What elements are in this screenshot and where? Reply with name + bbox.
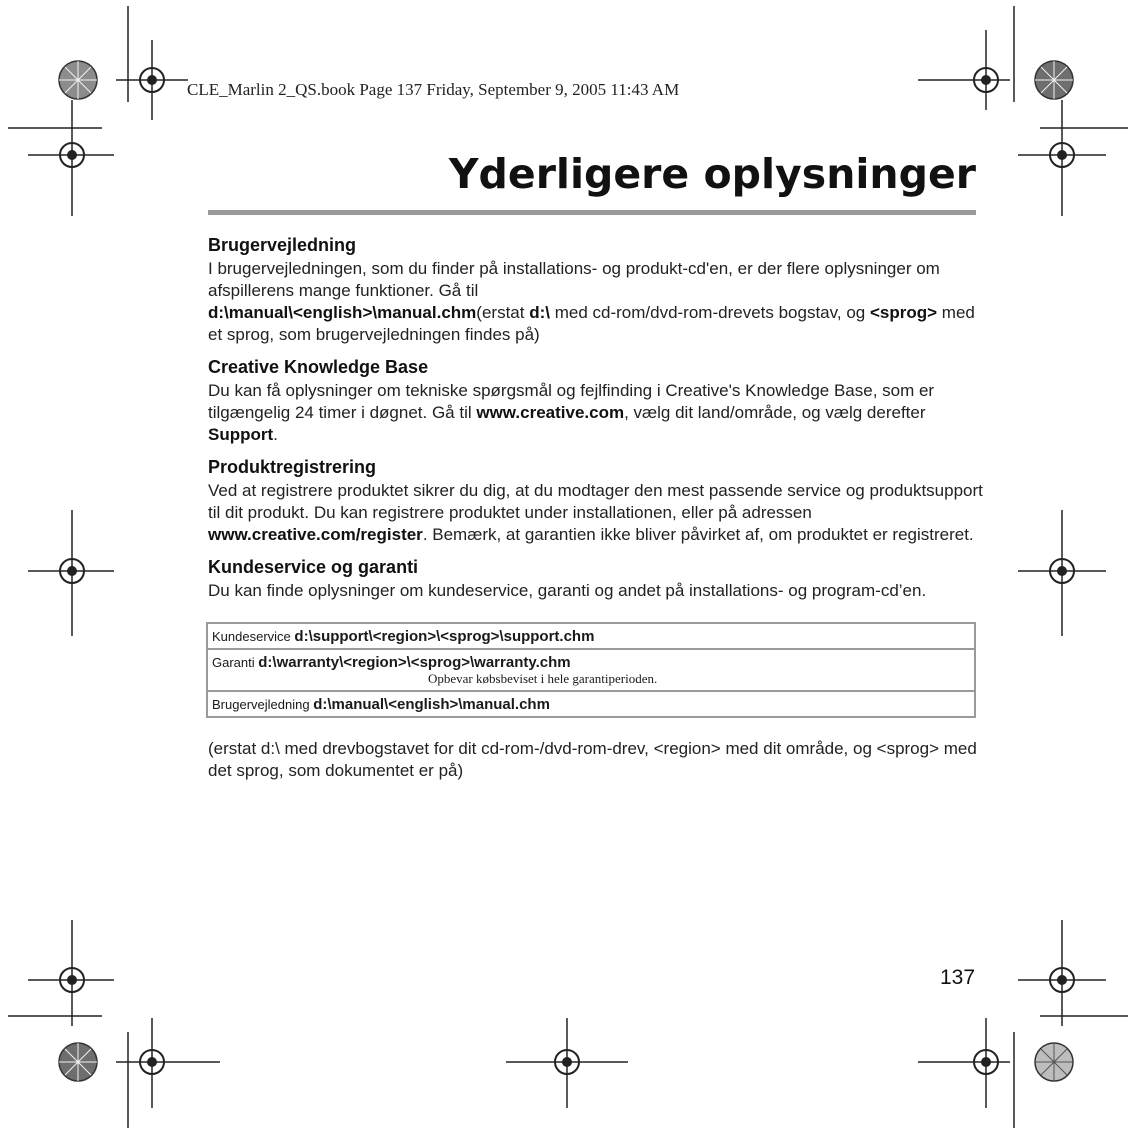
- text-run: I brugervejledningen, som du finder på installations- og produkt-cd'en, er der flere oplysninger om afspillerens mange funktioner. Gå til: [208, 259, 940, 300]
- row-label: Brugervejledning: [212, 697, 310, 712]
- text-run: .: [273, 425, 278, 444]
- text-run: . Bemærk, at garantien ikke bliver påvirket af, om produktet er registreret.: [422, 525, 974, 544]
- text-run: Du kan få oplysninger om tekniske spørgsmål og fejlfinding i Creative's Knowledge Base, som er tilgængelig 24 timer i døgnet. Gå til: [208, 381, 935, 422]
- section-heading: Creative Knowledge Base: [208, 357, 429, 377]
- drive-letter: d:\: [529, 303, 550, 322]
- row-note: Opbevar købsbeviset i hele garantiperioden.: [428, 671, 658, 686]
- section-produktregistrering: [208, 456, 983, 546]
- page-content: [208, 234, 983, 799]
- page-number: 137: [940, 966, 976, 989]
- section-text: [208, 380, 983, 446]
- table-cell: [207, 691, 975, 717]
- table-row: [207, 691, 975, 717]
- row-path: d:\support\<region>\<sprog>\support.chm: [294, 628, 595, 645]
- section-kundeservice: [208, 556, 983, 602]
- page-title: Yderligere oplysninger: [448, 150, 976, 198]
- table-row: [207, 623, 975, 649]
- row-label: Kundeservice: [212, 629, 291, 644]
- section-heading: Kundeservice og garanti: [208, 557, 419, 577]
- section-brugervejledning: [208, 234, 983, 346]
- section-text: Du kan finde oplysninger om kundeservice, garanti og andet på installations- og program-cd’en.: [208, 581, 927, 600]
- resource-table: [206, 622, 976, 718]
- text-run: Ved at registrere produktet sikrer du dig, at du modtager den mest passende service og produktsupport til dit produkt. Du kan registrere produktet under installationen, eller på adressen: [208, 481, 983, 522]
- section-text: [208, 480, 983, 546]
- section-heading: Brugervejledning: [208, 235, 357, 255]
- row-path: d:\manual\<english>\manual.chm: [313, 696, 550, 713]
- section-heading: Produktregistrering: [208, 457, 377, 477]
- footnote: (erstat d:\ med drevbogstavet for dit cd-rom-/dvd-rom-drev, <region> med dit område, og <sprog> med det sprog, som dokumentet er på): [208, 739, 977, 780]
- title-rule: [208, 210, 976, 215]
- text-run: (erstat: [476, 303, 530, 322]
- row-path: d:\warranty\<region>\<sprog>\warranty.chm: [258, 654, 571, 671]
- text-run: med cd-rom/dvd-rom-drevets bogstav, og: [549, 303, 870, 322]
- row-label: Garanti: [212, 655, 255, 670]
- support-link[interactable]: Support: [208, 425, 274, 444]
- print-header: CLE_Marlin 2_QS.book Page 137 Friday, September 9, 2005 11:43 AM: [187, 80, 680, 99]
- section-knowledge-base: [208, 356, 983, 446]
- manual-path: d:\manual\<english>\manual.chm: [208, 303, 477, 322]
- section-text: [208, 258, 983, 346]
- language-token: <sprog>: [869, 303, 938, 322]
- table-row: [207, 649, 975, 691]
- text-run: , vælg dit land/område, og vælg derefter: [624, 403, 926, 422]
- text-run: med et sprog, som brugervejledningen findes på): [208, 303, 975, 344]
- table-cell: [207, 623, 975, 649]
- table-cell: [207, 649, 975, 691]
- website-link[interactable]: www.creative.com: [476, 403, 625, 422]
- register-link[interactable]: www.creative.com/register: [208, 525, 423, 544]
